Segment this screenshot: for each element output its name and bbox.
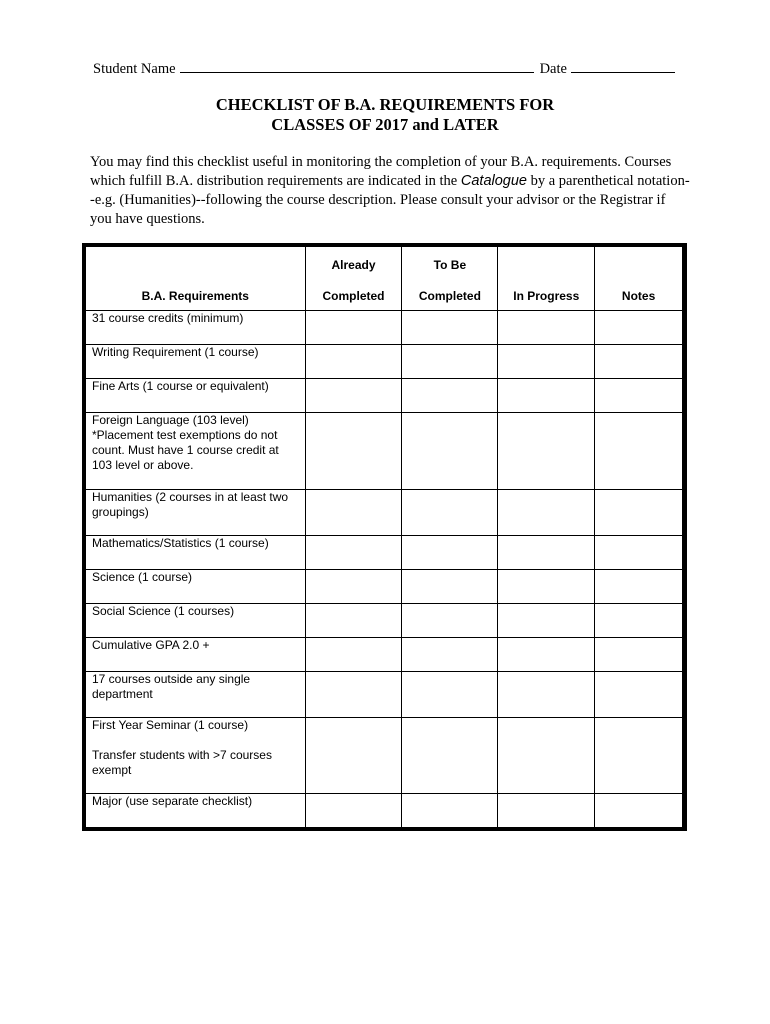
header-row xyxy=(86,247,683,311)
row-label: Major (use separate checklist) xyxy=(86,794,306,828)
notes-cell[interactable] xyxy=(595,345,683,379)
to-be-completed-cell[interactable] xyxy=(402,570,498,604)
to-be-completed-cell[interactable] xyxy=(402,718,498,794)
col-header-in-progress: In Progress xyxy=(498,247,595,311)
table-row xyxy=(86,604,683,638)
row-label: Humanities (2 courses in at least two groupings) xyxy=(86,490,306,536)
row-label: 31 course credits (minimum) xyxy=(86,311,306,345)
to-be-completed-cell[interactable] xyxy=(402,672,498,718)
in-progress-cell[interactable] xyxy=(498,604,595,638)
table-row xyxy=(86,672,683,718)
already-completed-cell[interactable] xyxy=(305,794,402,828)
row-label: Foreign Language (103 level) *Placement test exemptions do not count. Must have 1 course credit at 103 level or above. xyxy=(86,413,306,490)
table-row xyxy=(86,794,683,828)
student-name-label: Student Name xyxy=(93,61,176,77)
page-title xyxy=(0,95,770,135)
row-label: Fine Arts (1 course or equivalent) xyxy=(86,379,306,413)
in-progress-cell[interactable] xyxy=(498,570,595,604)
to-be-completed-cell[interactable] xyxy=(402,379,498,413)
student-name-field[interactable] xyxy=(180,58,534,73)
date-label: Date xyxy=(539,61,567,77)
notes-cell[interactable] xyxy=(595,638,683,672)
col-header-already-completed xyxy=(305,247,402,311)
in-progress-cell[interactable] xyxy=(498,311,595,345)
to-be-completed-cell[interactable] xyxy=(402,794,498,828)
already-completed-cell[interactable] xyxy=(305,490,402,536)
in-progress-cell[interactable] xyxy=(498,638,595,672)
row-label: Science (1 course) xyxy=(86,570,306,604)
notes-cell[interactable] xyxy=(595,794,683,828)
row-label: 17 courses outside any single department xyxy=(86,672,306,718)
table-row xyxy=(86,718,683,794)
already-line-1: Already xyxy=(331,258,376,272)
already-completed-cell[interactable] xyxy=(305,345,402,379)
row-label: Writing Requirement (1 course) xyxy=(86,345,306,379)
intro-text-2: by a parenthetical notation--e.g. (Humanities)--following the course description. Please consult your advisor or the Registrar if you have questions. xyxy=(90,173,690,227)
already-completed-cell[interactable] xyxy=(305,604,402,638)
row-label-cell xyxy=(86,718,306,794)
notes-cell[interactable] xyxy=(595,604,683,638)
notes-cell[interactable] xyxy=(595,570,683,604)
row-label: Cumulative GPA 2.0 + xyxy=(86,638,306,672)
already-completed-cell[interactable] xyxy=(305,379,402,413)
to-be-completed-cell[interactable] xyxy=(402,638,498,672)
col-header-to-be-completed xyxy=(402,247,498,311)
notes-cell[interactable] xyxy=(595,672,683,718)
title-line-2: CLASSES OF 2017 and LATER xyxy=(271,115,499,134)
to-be-completed-cell[interactable] xyxy=(402,413,498,490)
notes-cell[interactable] xyxy=(595,413,683,490)
in-progress-cell[interactable] xyxy=(498,794,595,828)
tobe-line-1: To Be xyxy=(433,258,467,272)
notes-cell[interactable] xyxy=(595,536,683,570)
row-label: Social Science (1 courses) xyxy=(86,604,306,638)
col-header-notes: Notes xyxy=(595,247,683,311)
table-row xyxy=(86,536,683,570)
row-label: Mathematics/Statistics (1 course) xyxy=(86,536,306,570)
already-completed-cell[interactable] xyxy=(305,536,402,570)
in-progress-cell[interactable] xyxy=(498,672,595,718)
in-progress-cell[interactable] xyxy=(498,490,595,536)
to-be-completed-cell[interactable] xyxy=(402,536,498,570)
in-progress-cell[interactable] xyxy=(498,379,595,413)
in-progress-cell[interactable] xyxy=(498,413,595,490)
notes-cell[interactable] xyxy=(595,379,683,413)
notes-cell[interactable] xyxy=(595,718,683,794)
in-progress-cell[interactable] xyxy=(498,536,595,570)
date-field[interactable] xyxy=(571,58,675,73)
already-completed-cell[interactable] xyxy=(305,311,402,345)
to-be-completed-cell[interactable] xyxy=(402,345,498,379)
intro-text-1: You may find this checklist useful in monitoring the completion of your B.A. requirements. Courses which fulfill B.A. distribution requirements are indicated in the xyxy=(90,154,672,189)
header-line xyxy=(93,58,675,78)
already-completed-cell[interactable] xyxy=(305,570,402,604)
table-row xyxy=(86,311,683,345)
table-row xyxy=(86,345,683,379)
notes-cell[interactable] xyxy=(595,490,683,536)
table-row xyxy=(86,413,683,490)
intro-paragraph xyxy=(90,153,690,229)
in-progress-cell[interactable] xyxy=(498,718,595,794)
already-completed-cell[interactable] xyxy=(305,638,402,672)
row-note: Transfer students with >7 courses exempt xyxy=(92,748,272,777)
intro-catalogue: Catalogue xyxy=(460,173,527,189)
table-row xyxy=(86,638,683,672)
requirements-table xyxy=(85,246,683,828)
col-header-requirements: B.A. Requirements xyxy=(86,247,306,311)
to-be-completed-cell[interactable] xyxy=(402,311,498,345)
table-row xyxy=(86,490,683,536)
already-completed-cell[interactable] xyxy=(305,413,402,490)
to-be-completed-cell[interactable] xyxy=(402,604,498,638)
table-row xyxy=(86,570,683,604)
already-completed-cell[interactable] xyxy=(305,672,402,718)
already-completed-cell[interactable] xyxy=(305,718,402,794)
already-line-2: Completed xyxy=(322,289,385,303)
to-be-completed-cell[interactable] xyxy=(402,490,498,536)
in-progress-cell[interactable] xyxy=(498,345,595,379)
title-line-1: CHECKLIST OF B.A. REQUIREMENTS FOR xyxy=(215,95,555,114)
tobe-line-2: Completed xyxy=(418,289,481,303)
row-label: First Year Seminar (1 course) xyxy=(92,718,249,732)
table-row xyxy=(86,379,683,413)
notes-cell[interactable] xyxy=(595,311,683,345)
